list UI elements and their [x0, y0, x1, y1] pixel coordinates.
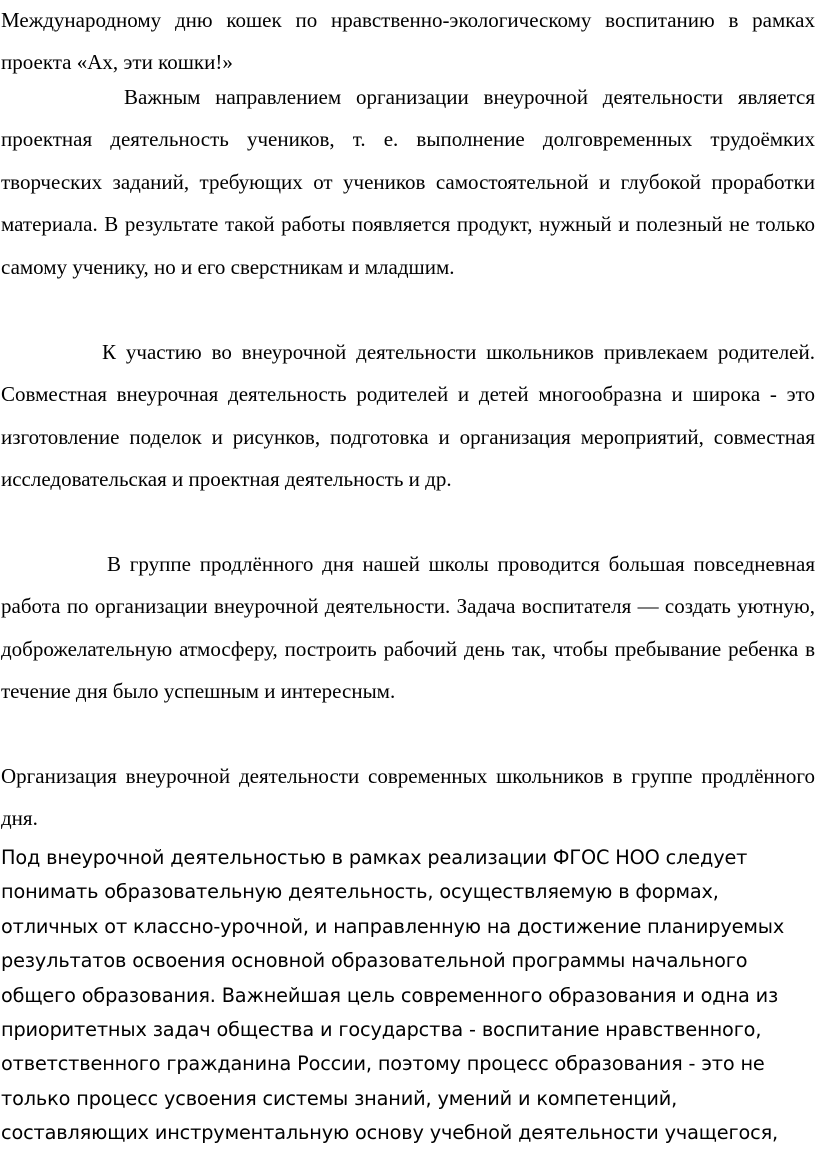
paragraph-parents: К участию во внеурочной деятельности школьников привлекаем родителей. Совместная внеурочная деятельность родителей и детей многообразна и широка - это изготовление поделок и рисунков, подготовка и организация мероприятий, совместная исследовательская и проектная деятельность и др. — [1, 340, 815, 492]
paragraph-organization-heading: Организация внеурочной деятельности современных школьников в группе продлённого дня. — [1, 764, 815, 831]
paragraph-extended-day-group: В группе продлённого дня нашей школы проводится большая повседневная работа по организации внеурочной деятельности. Задача воспитателя — создать уютную, доброжелательную атмосферу, построить рабочий день так, чтобы пребывание ребенка в течение дня было успешным и интересным. — [1, 552, 815, 704]
paragraph-intro: Международному дню кошек по нравственно-экологическому воспитанию в рамках проекта «Ах, эти кошки!» — [1, 8, 815, 75]
paragraph-fgos-definition: Под внеурочной деятельностью в рамках реализации ФГОС НОО следует понимать образовательную деятельность, осуществляемую в формах, отличных от классно-урочной, и направленную на достижение планируемых результатов освоения основной образовательной программы начального общего образования. Важнейшая цель современного образования и одна из приоритетных задач общества и государства - воспитание нравственного, ответственного гражданина России, поэтому процесс образования - это не только процесс усвоения системы знаний, умений и компетенций, составляющих инструментальную основу учебной деятельности учащегося, — [1, 846, 785, 1145]
paragraph-project-activity: Важным направлением организации внеурочной деятельности является проектная деятельность учеников, т. е. выполнение долговременных трудоёмких творческих заданий, требующих от учеников самостоятельной и глубокой проработки материала. В результате такой работы появляется продукт, нужный и полезный не только самому ученику, но и его сверстникам и младшим. — [1, 85, 815, 279]
